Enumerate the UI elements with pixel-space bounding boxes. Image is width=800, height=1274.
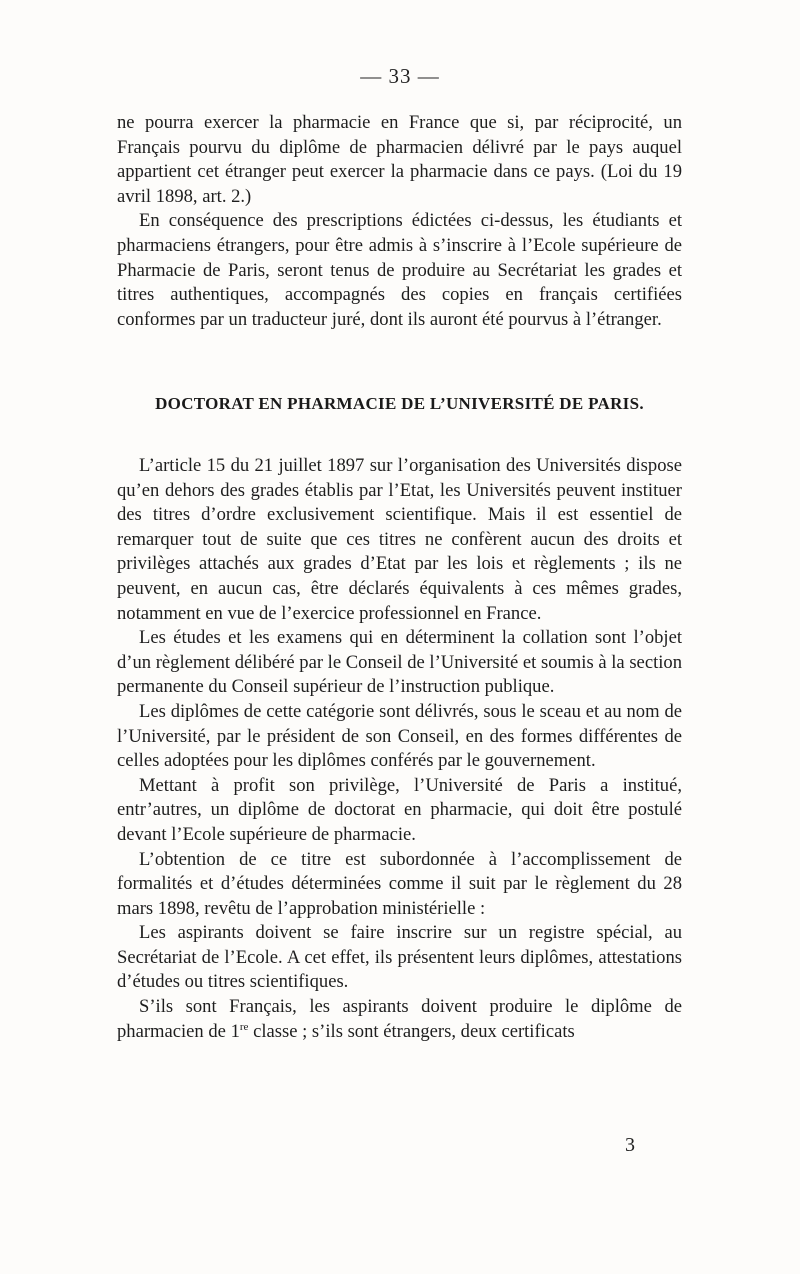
paragraph-francais-start: S’ils sont Français, les aspirants doivent produire le diplôme de pharmacien de 1	[117, 996, 682, 1042]
section-heading: DOCTORAT EN PHARMACIE DE L’UNIVERSITÉ DE PARIS.	[155, 394, 644, 413]
superscript-re: re	[239, 1020, 249, 1033]
signature-mark: 3	[625, 1134, 635, 1156]
paragraph-etudes: Les études et les examens qui en déterminent la collation sont l’objet d’un règlement délibéré par le Conseil de l’Université et soumis à la section permanente du Conseil supérieur de l’instruction publique.	[117, 627, 682, 698]
paragraph-diplomes: Les diplômes de cette catégorie sont délivrés, sous le sceau et au nom de l’Université, par le président de son Conseil, en des formes différentes de celles adoptées pour les diplômes conférés par le gouvernement.	[117, 700, 682, 772]
paragraph-article-15: L’article 15 du 21 juillet 1897 sur l’organisation des Universités dispose qu’en dehors des grades établis par l’Etat, les Universités peuvent instituer des titres d’ordre exclusivement scientifique. Mais il est essentiel de remarquer tout de suite que ces titres ne confèrent aucun des droits et privilèges attachés aux grades d’Etat par les lois et règlements ; ils ne peuvent, en aucun cas, être déclarés équivalents à ces mêmes grades, notamment en vue de l’exercice professionnel en France.	[117, 455, 682, 624]
paragraph-francais	[117, 995, 682, 1044]
paragraph-obtention: L’obtention de ce titre est subordonnée à l’accomplissement de formalités et d’études déterminées comme il suit par le règlement du 28 mars 1898, revêtu de l’approbation ministérielle :	[117, 848, 682, 919]
paragraph-aspirants: Les aspirants doivent se faire inscrire sur un registre spécial, au Secrétariat de l’Ecole. A cet effet, ils présentent leurs diplômes, attestations d’études ou titres scientifiques.	[117, 922, 682, 993]
page-number: — 33 —	[360, 64, 440, 88]
paragraph-privilege: Mettant à profit son privilège, l’Université de Paris a institué, entr’autres, un diplôme de doctorat en pharmacie, qui doit être postulé devant l’Ecole supérieure de pharmacie.	[117, 774, 682, 845]
paragraph-francais-end: classe ; s’ils sont étrangers, deux certificats	[248, 1020, 575, 1042]
paragraph-consequence: En conséquence des prescriptions édictées ci-dessus, les étudiants et pharmaciens étrangers, pour être admis à s’inscrire à l’Ecole supérieure de Pharmacie de Paris, seront tenus de produire au Secrétariat les grades et titres authentiques, accompagnés des copies en français certifiées conformes par un traducteur juré, dont ils auront été pourvus à l’étranger.	[117, 210, 682, 330]
text-block-top	[117, 111, 682, 332]
text-block-main	[117, 454, 682, 1044]
paragraph-continuation: ne pourra exercer la pharmacie en France que si, par réciprocité, un Français pourvu du diplôme de pharmacien délivré par le pays auquel appartient cet étranger peut exercer la pharmacie dans ce pays. (Loi du 19 avril 1898, art. 2.)	[117, 112, 682, 207]
